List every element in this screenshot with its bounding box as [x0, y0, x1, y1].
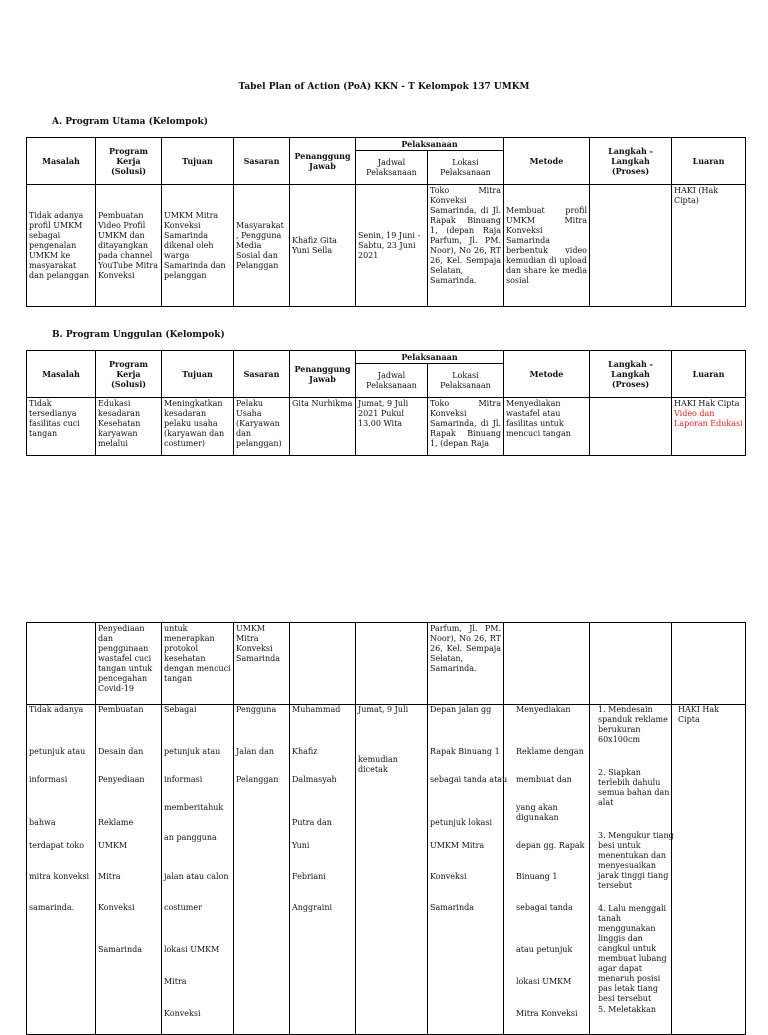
header-langkah: Langkah -Langkah (Proses) [590, 138, 672, 185]
program-unggulan-table [26, 350, 746, 456]
program-line: Penyediaan [98, 775, 145, 784]
tujuan-line: petunjuk atau [164, 747, 221, 756]
metode-line: Mitra Konveksi [516, 1009, 578, 1018]
penanggung-line: Khafiz [292, 747, 318, 756]
header-penanggung: Penanggung Jawab [290, 138, 356, 185]
section-a-heading: A. Program Utama (Kelompok) [52, 117, 208, 127]
jadwal-line: Jumat, 9 Juli [358, 705, 409, 714]
cell-langkah [590, 623, 672, 705]
section-b-heading: B. Program Unggulan (Kelompok) [52, 330, 225, 340]
cell-metode: Membuat profil UMKM Mitra Konveksi Samarinda berbentuk video kemudian di upload dan share ke media sosial [504, 185, 590, 307]
metode-line: Menyediakan [516, 705, 571, 714]
program-line: Desain dan [98, 747, 144, 756]
cell-luaran [672, 398, 746, 456]
cell-jadwal: Senin, 19 Juni - Sabtu, 23 Juni 2021 [356, 185, 428, 307]
header-program: Program Kerja (Solusi) [96, 138, 162, 185]
metode-line: membuat dan [516, 775, 572, 784]
table-row [27, 623, 746, 705]
penanggung-line: Febriani [292, 872, 326, 881]
tujuan-line: lokasi UMKM [164, 945, 220, 954]
table-row [27, 398, 746, 456]
cell-tujuan: Meningkatkan kesadaran pelaku usaha (karyawan dan costumer) [162, 398, 234, 456]
header-jadwal: Jadwal Pelaksanaan [356, 151, 428, 185]
program-utama-table [26, 137, 746, 307]
cell-luaran [672, 623, 746, 705]
program-line: Mitra [98, 872, 121, 881]
cell-metode [504, 623, 590, 705]
lokasi-line: Konveksi [430, 872, 467, 881]
program-line: Reklame [98, 818, 134, 827]
cell-lokasi: Parfum, Jl. PM. Noor), No 26, RT 26, Kel. Sempaja Selatan, Samarinda. [428, 623, 504, 705]
masalah-line: mitra konveksi [29, 872, 90, 881]
langkah-line: 4. Lalu menggali tanah menggunakan linggis dan cangkul untuk membuat lubang agar dapat menaruh posisi pas letak tiang besi tersebut [598, 904, 667, 1003]
header-lokasi: Lokasi Pelaksanaan [428, 364, 504, 398]
masalah-line: informasi [29, 775, 68, 784]
cell-program: Pembuatan Video Profil UMKM dan ditayangkan pada channel YouTube Mitra Konveksi [96, 185, 162, 307]
cell-lokasi: Toko Mitra Konveksi Samarinda, di Jl. Rapak Binuang 1, (depan Raja Parfum, Jl. PM. Noor), No 26, RT 26, Kel. Sempaja Selatan, Samarinda. [428, 185, 504, 307]
tujuan-line: informasi [164, 775, 203, 784]
cell-langkah [590, 398, 672, 456]
tujuan-line: jalan atau calon [164, 872, 229, 881]
header-sasaran: Sasaran [234, 138, 290, 185]
sasaran-line: Pengguna [236, 705, 277, 714]
program-line: Konveksi [98, 903, 135, 912]
luaran-highlight: Video dan Laporan Edukasi [674, 409, 743, 428]
cell-program: Penyediaan dan penggunaan wastafel cuci tangan untuk pencegahan Covid-19 [96, 623, 162, 705]
lokasi-line: Samarinda [430, 903, 475, 912]
cell-luaran [672, 705, 746, 1035]
penanggung-line: Muhammad [292, 705, 341, 714]
cell-sasaran: UMKM Mitra Konveksi Samarinda [234, 623, 290, 705]
penanggung-line: Anggraini [292, 903, 333, 912]
header-jadwal: Jadwal Pelaksanaan [356, 364, 428, 398]
program-line: Pembuatan [98, 705, 144, 714]
masalah-line: bahwa [29, 818, 56, 827]
luaran-line: HAKI Hak Cipta [678, 705, 720, 724]
header-pelaksanaan: Pelaksanaan [356, 351, 504, 364]
langkah-line: 1. Mendesain spanduk reklame berukuran 60x100cm [598, 705, 668, 744]
header-tujuan: Tujuan [162, 351, 234, 398]
metode-line: lokasi UMKM [516, 977, 572, 986]
cell-sasaran: Pelaku Usaha (Karyawan dan pelanggan) [234, 398, 290, 456]
header-metode: Metode [504, 138, 590, 185]
luaran-text: HAKI Hak Cipta [674, 399, 740, 408]
cell-masalah: Tidak adanya profil UMKM sebagai pengenalan UMKM ke masyarakat dan pelanggan [27, 185, 96, 307]
header-luaran: Luaran [672, 351, 746, 398]
langkah-line: 3. Mengukur tiang besi untuk menentukan dan menyesuaikan jarak tinggi tiang tersebut [598, 831, 674, 890]
penanggung-line: Putra dan [292, 818, 332, 827]
metode-line: yang akan digunakan [516, 803, 559, 822]
cell-luaran: HAKI (Hak Cipta) [672, 185, 746, 307]
document-title: Tabel Plan of Action (PoA) KKN - T Kelompok 137 UMKM [238, 82, 530, 92]
sasaran-line: Pelanggan [236, 775, 279, 784]
cell-metode: Menyediakan wastafel atau fasilitas untuk mencuci tangan [504, 398, 590, 456]
penanggung-line: Dalmasyah [292, 775, 337, 784]
metode-line: depan gg. Rapak [516, 841, 585, 850]
tujuan-line: Konveksi [164, 1009, 201, 1018]
cell-masalah [27, 623, 96, 705]
masalah-line: petunjuk atau [29, 747, 86, 756]
masalah-line: samarinda. [29, 903, 75, 912]
cell-jadwal: Jumat, 9 Juli 2021 Pukul 13.00 Wita [356, 398, 428, 456]
header-pelaksanaan: Pelaksanaan [356, 138, 504, 151]
lokasi-line: Depan jalan gg [430, 705, 492, 714]
cell-sasaran: Masyarakat , Pengguna Media Sosial dan Pelanggan [234, 185, 290, 307]
header-lokasi: Lokasi Pelaksanaan [428, 151, 504, 185]
header-luaran: Luaran [672, 138, 746, 185]
cell-tujuan: untuk menerapkan protokol kesehatan dengan mencuci tangan [162, 623, 234, 705]
lokasi-line: sebagai tanda atau [430, 775, 508, 784]
penanggung-line: Yuni [292, 841, 310, 850]
header-masalah: Masalah [27, 138, 96, 185]
tujuan-line: Sebagai [164, 705, 197, 714]
metode-line: Reklame dengan [516, 747, 584, 756]
cell-jadwal [356, 623, 428, 705]
cell-lokasi: Toko Mitra Konveksi Samarinda, di Jl. Rapak Binuang 1, (depan Raja [428, 398, 504, 456]
header-metode: Metode [504, 351, 590, 398]
masalah-line: terdapat toko [29, 841, 85, 850]
cell-penanggung: Khafiz Gita Yuni Sella [290, 185, 356, 307]
table-row [27, 185, 746, 307]
metode-line: sebagai tanda [516, 903, 573, 912]
header-langkah: Langkah -Langkah (Proses) [590, 351, 672, 398]
header-sasaran: Sasaran [234, 351, 290, 398]
masalah-line: Tidak adanya [29, 705, 84, 714]
program-line: Samarinda [98, 945, 143, 954]
langkah-line: 5. Meletakkan [598, 1005, 656, 1014]
langkah-line: 2. Siapkan terlebih dahulu semua bahan dan alat [598, 768, 670, 807]
program-line: UMKM [98, 841, 128, 850]
cell-penanggung: Gita Nurhikma [290, 398, 356, 456]
metode-line: Binuang 1 [516, 872, 558, 881]
lokasi-line: UMKM Mitra [430, 841, 485, 850]
sasaran-line: Jalan dan [236, 747, 275, 756]
header-program: Program Kerja (Solusi) [96, 351, 162, 398]
lokasi-line: petunjuk lokasi [430, 818, 493, 827]
cell-langkah [590, 185, 672, 307]
metode-line: atau petunjuk [516, 945, 573, 954]
tujuan-line: Mitra [164, 977, 187, 986]
cell-masalah: Tidak tersedianya fasilitas cuci tangan [27, 398, 96, 456]
cell-program: Edukasi kesadaran Kesehatan karyawan melalui [96, 398, 162, 456]
cell-penanggung [290, 623, 356, 705]
tujuan-line: memberitahuk [164, 803, 224, 812]
lokasi-line: Rapak Binuang 1 [430, 747, 500, 756]
tujuan-line: an pangguna [164, 833, 217, 842]
tujuan-line: costumer [164, 903, 202, 912]
header-masalah: Masalah [27, 351, 96, 398]
cell-jadwal [356, 705, 428, 1035]
header-penanggung: Penanggung Jawab [290, 351, 356, 398]
jadwal-line: kemudian dicetak [358, 755, 398, 774]
cell-tujuan: UMKM Mitra Konveksi Samarinda dikenal oleh warga Samarinda dan pelanggan [162, 185, 234, 307]
header-tujuan: Tujuan [162, 138, 234, 185]
